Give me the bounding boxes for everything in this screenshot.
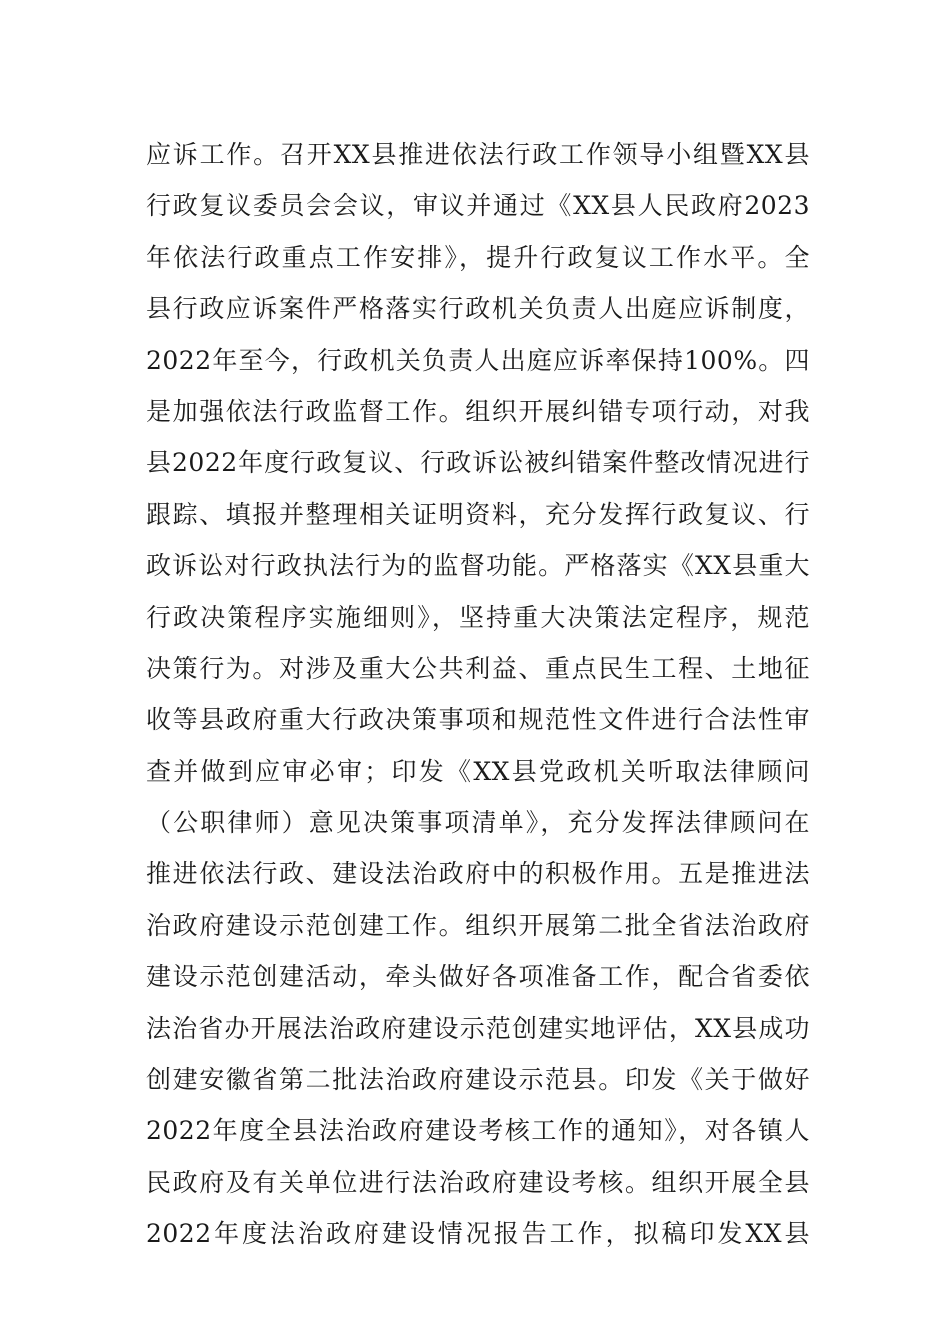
text-line-9: 政诉讼对行政执法行为的监督功能。严格落实《XX县重大 — [146, 551, 810, 581]
text-line-10: 行政决策程序实施细则》，坚持重大决策法定程序，规范 — [146, 602, 810, 632]
text-line-20: 2022年度全县法治政府建设考核工作的通知》，对各镇人 — [146, 1116, 810, 1146]
text-line-13: 查并做到应审必审；印发《XX县党政机关听取法律顾问 — [146, 756, 810, 786]
body-paragraph — [146, 129, 810, 1260]
text-line-16: 治政府建设示范创建工作。组织开展第二批全省法治政府 — [146, 910, 810, 940]
text-line-6: 是加强依法行政监督工作。组织开展纠错专项行动，对我 — [146, 396, 810, 426]
text-line-12: 收等县政府重大行政决策事项和规范性文件进行合法性审 — [146, 705, 810, 735]
text-line-8: 跟踪、填报并整理相关证明资料，充分发挥行政复议、行 — [146, 499, 810, 529]
text-line-15: 推进依法行政、建设法治政府中的积极作用。五是推进法 — [146, 859, 810, 889]
text-line-22: 2022年度法治政府建设情况报告工作，拟稿印发XX县 — [146, 1219, 810, 1249]
text-line-17: 建设示范创建活动，牵头做好各项准备工作，配合省委依 — [146, 962, 810, 992]
text-line-4: 县行政应诉案件严格落实行政机关负责人出庭应诉制度， — [146, 294, 810, 324]
text-line-5: 2022年至今，行政机关负责人出庭应诉率保持100%。四 — [146, 345, 810, 375]
text-line-3: 年依法行政重点工作安排》，提升行政复议工作水平。全 — [146, 242, 810, 272]
text-line-18: 法治省办开展法治政府建设示范创建实地评估，XX县成功 — [146, 1013, 810, 1043]
text-line-14: （公职律师）意见决策事项清单》，充分发挥法律顾问在 — [146, 808, 810, 838]
text-line-11: 决策行为。对涉及重大公共利益、重点民生工程、土地征 — [146, 653, 810, 683]
text-line-2: 行政复议委员会会议，审议并通过《XX县人民政府2023 — [146, 191, 810, 221]
text-line-1: 应诉工作。召开XX县推进依法行政工作领导小组暨XX县 — [146, 140, 810, 169]
text-line-19: 创建安徽省第二批法治政府建设示范县。印发《关于做好 — [146, 1065, 810, 1095]
text-line-7: 县2022年度行政复议、行政诉讼被纠错案件整改情况进行 — [146, 448, 810, 478]
text-line-21: 民政府及有关单位进行法治政府建设考核。组织开展全县 — [146, 1167, 810, 1197]
